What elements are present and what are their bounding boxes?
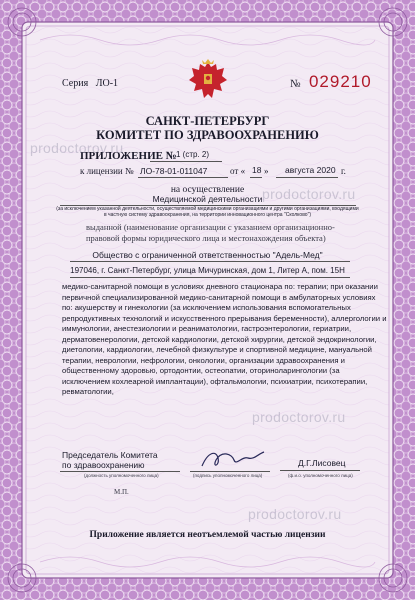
services-line: терапии, неврологии, нефрологии, онкологии, организации здравоохранения и [62, 355, 345, 365]
activity-note-2: в частную систему здравоохранения, на территории инновационного центра "Сколково") [103, 212, 312, 218]
organization-address: 197046, г. Санкт-Петербург, улица Мичуринская, дом 1, Литер А, пом. 15Н [70, 266, 345, 275]
license-date-prefix: от « [230, 166, 246, 176]
issued-caption-1: выданной (наименование организации с указанием организационно- [86, 222, 335, 232]
services-line: первичной специализированной медико-санитарной помощи в амбулаторных условиях [62, 292, 376, 302]
services-line: репродуктивных технологий и искусственного прерывания беременности), аллергологии и [62, 313, 387, 323]
services-line: медико-санитарной помощи в условиях дневного стационара по: терапии; при оказании [62, 282, 378, 291]
services-line: общественному здоровью, ортодонтии, остеопатии, оториноларингологии (за [62, 366, 340, 375]
license-month-underline [276, 177, 338, 178]
annex-label: ПРИЛОЖЕНИЕ № [80, 150, 177, 162]
form-number-value: 029210 [308, 72, 372, 91]
license-number-underline [138, 177, 228, 178]
organization-underline [70, 261, 350, 262]
license-day: 18 [252, 165, 262, 175]
handwritten-signature [198, 446, 268, 472]
form-number: № 029210 [290, 72, 372, 91]
license-number: ЛО-78-01-011047 [140, 166, 208, 176]
license-date-quote: » [264, 166, 269, 176]
annex-value: 1 (стр. 2) [176, 150, 210, 159]
signatory-position-1: Председатель Комитета [62, 450, 158, 460]
organization-name: Общество с ограниченной ответственностью "Адель-Мед" [92, 250, 323, 260]
services-line: исключением кохлеарной имплантации), офтальмологии, психиатрии, психотерапии, [62, 376, 368, 386]
name-caption: (ф.и.о. уполномоченного лица) [288, 473, 353, 478]
issued-caption-2: правовой формы юридического лица и местонахождения объекта) [86, 233, 326, 243]
watermark: prodoctorov.ru [262, 186, 356, 202]
signatory-position-2: по здравоохранению [62, 460, 145, 470]
name-underline [280, 470, 360, 471]
watermark: prodoctorov.ru [252, 409, 346, 425]
license-month-year: августа 2020 [285, 165, 336, 175]
services-line: по: акушерству и гинекологии (за исключением использования вспомогательных [62, 303, 351, 312]
services-line: диетологии, кардиологии, лечебной физкультуре и спортивной медицине, мануальной [62, 345, 372, 354]
activity-intro: на осуществление [170, 185, 245, 195]
signatory-name: Д.Г.Лисовец [298, 458, 346, 468]
stamp-place-label: М.П. [114, 488, 129, 496]
watermark: prodoctorov.ru [248, 506, 342, 522]
signature-caption: (подпись уполномоченного лица) [193, 473, 263, 478]
footer-note: Приложение является неотъемлемой частью лицензии [89, 530, 326, 540]
issuer-committee: КОМИТЕТ ПО ЗДРАВООХРАНЕНИЮ [96, 128, 319, 142]
address-underline [70, 277, 350, 278]
annex-underline [150, 161, 222, 162]
position-caption: (должность уполномоченного лица) [84, 473, 159, 478]
license-prefix: к лицензии № [80, 166, 134, 176]
signature-underline [190, 471, 270, 472]
series-label: Серия ЛО-1 [62, 78, 119, 89]
issuer-city: САНКТ-ПЕТЕРБУРГ [145, 114, 270, 128]
services-line: ревматологии, [62, 387, 114, 396]
series-value: ЛО-1 [95, 78, 119, 89]
activity-note-1: (за исключением указанной деятельности, осуществляемой медицинскими организациями и другими организациями, входящими [56, 206, 359, 212]
coat-of-arms-emblem [186, 58, 230, 104]
position-underline [60, 471, 180, 472]
services-line: иммунологии, анестезиологии и реаниматологии, гастроэнтерологии, гериатрии, [62, 324, 352, 333]
activity-type: Медицинской деятельности [152, 194, 263, 204]
license-day-underline [250, 177, 262, 178]
services-block [62, 282, 387, 398]
services-line: дерматовенерологии, детской кардиологии, детской хирургии, детской эндокринологии, [62, 334, 377, 344]
watermark: prodoctorov.ru [30, 140, 124, 156]
license-year-suffix: г. [341, 166, 346, 176]
